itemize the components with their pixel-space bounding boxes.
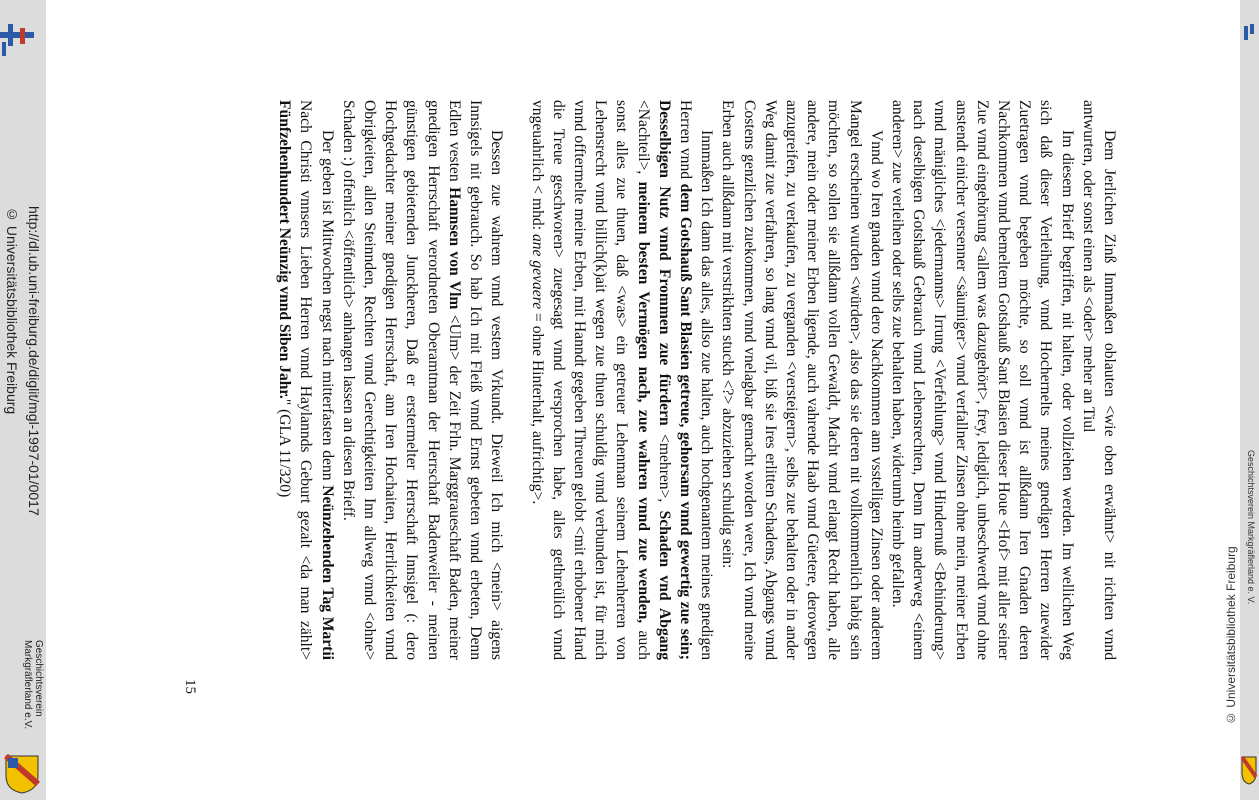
text-run: <Ulm> der Zeit Frln. Marggraueschaft Baden, meiner gnedigen Herrschaft verordneten Oberamtman der Herrschaft Badenweiler - meinen günstigen gebietenden Junckheren, Daß er erstermelter Herrschaft Innsigel (: dero Hochgedachter meiner gnedigen Herrschaft, ann Iren Hochaiten, Herrlichkeiten vnnd Obrigkeiten, allen Steinnden, Rechten vnnd Gerechtigkeiten Inn allweg vnnd <ohne> Schaden :) offenlich <öffentlich> anhangen lassen an diesen Brieff. [339, 100, 463, 660]
text-run: Fünfzehenhundert Neünzig vnnd Siben Jahr. [276, 100, 294, 399]
paragraph [887, 100, 1078, 660]
text-run: dem Gotshauß Sant Blasien getreue, gehorsam vnnd gewertig zue sein; Desselbigen Nutz vnnd Frommen zue fürdern [655, 100, 694, 660]
society-line-1: Geschichtsverein [33, 640, 44, 717]
text-run: Dem Jerlichen Zinß Innmaßen oblauten <wie oben erwähnt> nit richten vnnd antwurten, oder sonst einen als <oder> meher an Tiul [1079, 100, 1118, 660]
page-number: 15 [182, 679, 198, 694]
source-url[interactable]: http://dl.ub.uni-freiburg.de/diglit/mgl-1997-01/0017 [26, 206, 42, 516]
library-logo-icon-right [1242, 22, 1256, 42]
text-run: auch sonst alles zue thuen, daß <was> ein getreuer Lehenman seinem Lehenherren von Lehensrecht vnnd billich(k)ait wegen zue thuen schuldig vnnd verbunden ist, für mich vnnd offtermelte meine Erben, mit Hanndt gegeben Threuen gelobt <mit erhobener Hand die Treue geschworen> zuegesagt vnnd versprochen habe, alles gethreülich vnnd vngeuahrlich < mhd: [528, 100, 652, 660]
paragraph [1078, 100, 1120, 660]
society-crest-icon [4, 754, 40, 794]
text-run: meinem besten Vermögen nach, zue wahren vnnd zue wenden, [634, 181, 652, 624]
text-run: Schaden vnd Abgang [655, 510, 673, 661]
paragraph [338, 100, 508, 660]
society-name [0, 640, 44, 760]
text-run: Dessen zue wahrem vnnd vestem Vrkundt. Dieweil Ich mich <mein> aigens Innsigels nit gebrauch. So hab Ich mit Fleiß vnnd Ernst gebeten vnnd erbeten, Denn Edlen vesten [445, 100, 506, 660]
text-run: ane gevaere [528, 233, 546, 310]
copyright-notice: © Universitätsbibliothek Freiburg [4, 206, 20, 415]
copyright-notice-cut: © Universitätsbibliothek Freiburg [1224, 546, 1238, 725]
text-run: Neünzehenden Tag Martii [318, 485, 336, 660]
text-run: <Nachteil>, [634, 100, 652, 182]
text-run: Im diesem Brieff begriffen, nit halten, oder vollziehen werden. Im wellichen Weg sich daß dieser Verleihung, vnnd Hochernelts meines gnedigen Herren zuewider Zuetragen vnnd begeben möchte, so soll vnnd ist allßdann Iren Gnaden deren Nachkommen vnnd bemeltem Gotshauß Sant Blasien dieser Houe <Hof> mit aller seiner Zue vnnd eingehörung <allem was dazugehört>, frey, lediglich, unbeschwerdt vnnd ohne anstendt einicher versenner <säumiger> vnnd verfallner Zinsen ohne mein, meiner Erben vnnd mänigliches <jedermanns> Irrung <Verfehlung> vnnd Hindernuß <Behinderung> nach deselbigen Gotshauß Gebrauch vnnd Lehensrechten, Denn Im anderweg <einem anderen> zue verleihen oder selbs zue behalten haben, widerumb heimb gefallen. [888, 100, 1076, 660]
text-run: Innmaßen Ich dann das alles, allso zue halten, auch hochgenantem meines gnedigen Herren vnnd [676, 100, 716, 660]
paragraph [526, 100, 717, 660]
document-page [250, 100, 1120, 660]
paragraph [274, 100, 338, 660]
text-run: = ohne Hinterhalt, aufrichtig>. [528, 309, 546, 505]
society-line-2: Markgräflerland e.V. [22, 640, 33, 730]
text-run: <mehren>, [655, 425, 673, 511]
text-run: Nach Christi vnnsers Lieben Herren vnnd Haylannds Geburt gezalt <da man zählt> [297, 100, 315, 660]
paragraph [717, 100, 887, 660]
society-name-right: Geschichtsverein Markgräflerland e. V. [1246, 450, 1256, 605]
text-run: Der geben ist Mittwochen negst nach mitterfasten denn [318, 130, 336, 486]
society-crest-icon-right [1241, 755, 1257, 785]
text-run: " (GLA 11/320) [276, 398, 294, 498]
text-run: Vnnd wo Iren gnaden vnnd dero Nachkommen ann vsstelligen Zinsen oder anderem Mangel erscheinen wurden <würden>, also das sie deren nit vollkommenlich habig sein möchten, so sollen sie allßdann vollen Gewaldt, Macht vnnd erlangt Recht haben, alle andere, mein oder meiner Erben ligende, auch vahrende Haab vnnd Güetere, derowegen anzugreifen, zu verkaufen, zu verganden <versteigern>, selbs zue behalten oder in ander Weg damit zue verfahren, so lang vnnd vil, biß sie Ires erlitten Schadens, Abgangs vnnd Costens genzlichen zuekommen, vnnd vnelagbar gemacht worden were, Ich vnnd meine Erben auch allßdann mit verstrikhten stuckh <?> abzuziehen schuldig sein: [719, 100, 885, 660]
library-logo-icon [0, 18, 40, 58]
text-run: Hannsen von Vlm [445, 187, 463, 310]
